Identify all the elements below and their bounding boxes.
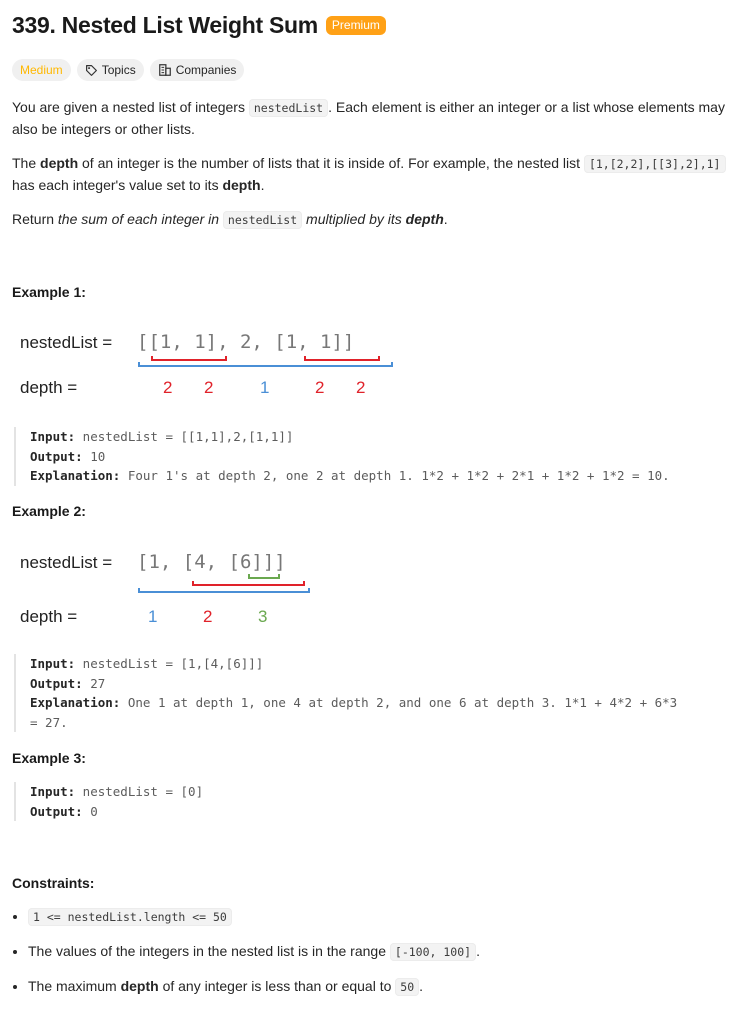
fig-list-text: [[1, 1], 2, [1, 1]] xyxy=(137,331,355,353)
fig-label-nestedlist: nestedList = xyxy=(20,333,113,352)
example-2-codeblock: Input: nestedList = [1,[4,[6]]] Output: 27 Explanation: One 1 at depth 1, one 4 at depth 2, and one 6 at depth 3. 1*1 + 4*2 + 6*3 = 27. xyxy=(14,654,677,732)
list-item: • The values of the integers in the nested list is in the range [-100, 100] . xyxy=(28,941,728,963)
bracket-red xyxy=(193,581,304,585)
example-2-heading: Example 2: xyxy=(12,503,86,519)
bracket-red-right xyxy=(305,356,379,360)
topics-label: Topics xyxy=(101,63,136,77)
depth-value: 1 xyxy=(148,607,158,626)
description-p2: The depth of an integer is the number of lists that it is inside of. For example, the nested list [1,[2,2],[[3],2],1] has each integer's value set to its depth. xyxy=(12,153,732,196)
inline-code: nestedList xyxy=(249,99,328,117)
inline-code: nestedList xyxy=(223,211,302,229)
tag-icon xyxy=(85,64,98,77)
depth-value: 2 xyxy=(203,607,213,626)
example-3-heading: Example 3: xyxy=(12,750,86,766)
title-row xyxy=(12,12,386,39)
constraints-list xyxy=(0,906,728,1011)
topics-tag[interactable] xyxy=(77,59,144,81)
depth-value: 2 xyxy=(204,378,214,397)
example-2-diagram xyxy=(0,540,743,635)
depth-value: 2 xyxy=(163,378,173,397)
depth-value: 3 xyxy=(258,607,268,626)
list-item: • The maximum depth of any integer is less than or equal to 50 . xyxy=(28,976,728,998)
fig-label-depth: depth = xyxy=(20,607,78,626)
bracket-blue xyxy=(139,362,392,366)
list-item xyxy=(28,906,728,928)
companies-label: Companies xyxy=(175,63,237,77)
difficulty-tag: Medium xyxy=(12,59,71,81)
example-1-diagram xyxy=(0,320,743,410)
example-1-heading: Example 1: xyxy=(12,284,86,300)
depth-value: 2 xyxy=(356,378,366,397)
depth-value: 2 xyxy=(315,378,325,397)
inline-code: 50 xyxy=(395,978,419,996)
problem-title: 339. Nested List Weight Sum xyxy=(12,12,318,38)
bracket-green xyxy=(249,574,279,578)
fig-label-depth: depth = xyxy=(20,378,78,397)
inline-code: 1 <= nestedList.length <= 50 xyxy=(28,908,232,926)
inline-code: [1,[2,2],[[3],2],1] xyxy=(584,155,726,173)
premium-badge[interactable]: Premium xyxy=(326,16,386,35)
bracket-blue xyxy=(139,588,309,592)
constraints-heading: Constraints: xyxy=(12,875,95,891)
fig-label-nestedlist: nestedList = xyxy=(20,553,113,572)
tag-row xyxy=(12,59,244,81)
example-3-codeblock: Input: nestedList = [0] Output: 0 xyxy=(14,782,203,821)
example-1-codeblock: Input: nestedList = [[1,1],2,[1,1]] Output: 10 Explanation: Four 1's at depth 2, one 2 at depth 1. 1*2 + 1*2 + 2*1 + 1*2 + 1*2 = 10. xyxy=(14,427,670,486)
depth-value: 1 xyxy=(260,378,270,397)
companies-tag[interactable] xyxy=(150,59,245,81)
fig-list-text: [1, [4, [6]]] xyxy=(137,551,286,573)
bracket-red-left xyxy=(152,356,226,360)
building-icon xyxy=(158,63,172,77)
description-p3: Return the sum of each integer in nestedList multiplied by its depth. xyxy=(12,211,448,227)
description-p1: You are given a nested list of integers nestedList . Each element is either an integer or a list whose elements may also be integers or other lists. xyxy=(12,99,725,137)
inline-code: [-100, 100] xyxy=(390,943,476,961)
